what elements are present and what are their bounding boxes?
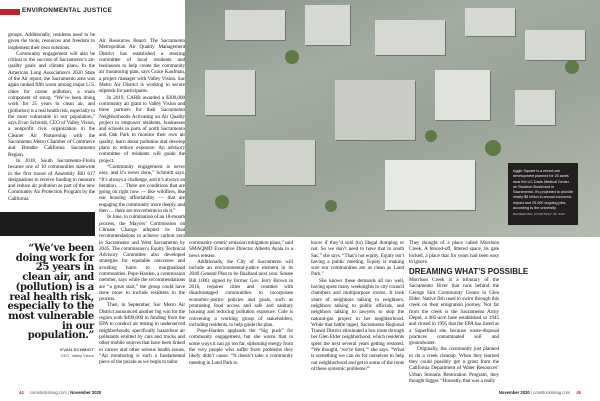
article-column-5: [409, 240, 529, 384]
quote-author: EVAN SCHMIDT: [60, 347, 94, 352]
footer-left: [14, 390, 101, 395]
paragraph: Additionally, the City of Sacramento will include an environmental-justice element in its 2040 General Plan to be finalized next year. Senate Bill 1000, signed by former Gov. Jerry Brown in 2016, requires cities and counties with disadvantaged communities to incorporate economic-justice policies and goals, such as promoting food access and safe and sanitary housing and reducing pollution exposure. Cole is convening a working group of stakeholders, including residents, to help guide the plan.: [189, 258, 293, 328]
paragraph: They thought of a place called Morrison Creek. A fenced-off, littered space, its gate locked, a place that for years had been easy to ignore.: [409, 240, 499, 265]
paragraph: In June, in culmination of an 18-month process, the Mayors’ Commission on Climate Change adopted its final recommendations to achieve carbon zero in Sacramento and West Sacramento by 2045. The commission’s Equity Technical Advisory Committee also developed strategies for equitable outcomes and avoiding harm to marginalized communities. Pope-Harden, a commission member, says while the recommendations are “a great start,” the group could have done more to include residents in the process.: [99, 214, 185, 303]
paragraph: “Community engagement is never easy, and it’s never done,” Schmidt says. “It’s always a challenge, and it’s always an iteration. … There are conditions that are going on right now — like wildfires, like our housing affordability — that are engaging the community more deeply, and then … there are movements to do it.”: [99, 163, 185, 215]
paragraph: community-centric emission mitigation plans,” said SMAQMD Executive Director Alberto Ayala in a news release.: [189, 240, 293, 259]
paragraph: In 2018, South Sacramento-Florin became one of 10 communities statewide in the first round of Assembly Bill 617 designations to receive funding to measure and reduce air pollution as part of the new Community Air Protection Program by the California: [8, 157, 95, 202]
paragraph: groups. Additionally, residents need to be given the tools, resources and freedom to implement their own solutions.: [8, 32, 95, 51]
pull-quote-attribution: [6, 347, 94, 359]
section-color-bar: [0, 9, 20, 15]
photo-credit: RENDERING COURTESY OF ZGF: [513, 212, 566, 217]
paragraph: Morrison Creek is a tributary of the Sacramento River that runs behind the George Sim Community Center in Glen Elder. Native fish used to swim through this creek on their emigration journey. Not far from the creek is the Sacramento Army Depot, a 485-acre base established in 1945 and closed in 1995 that the EPA has listed as a Superfund site because waste-disposal practices contaminated soil and groundwater.: [409, 277, 499, 347]
footer-separator: |: [68, 390, 70, 395]
article-column-1: [8, 32, 95, 202]
paragraph: Pope-Harden applauds the “big push” for community engagement, but she warns that in some ways it can go too far, siphoning energy from the very people who suffer from problems they likely didn’t cause. “It doesn’t take a community meeting in Land Park to: [189, 328, 293, 366]
paragraph: She knows these demands all too well, having spent many weeknights in city council chambers and multipurpose rooms. It took years of neighbors talking to neighbors, neighbors talking to public officials, and neighbors talking to lawyers to stop the natural-gas project in her neighborhood. While that battle raged, Sacramento Regional Transit District eliminated a bus route through her Glen Elder neighborhood, which residents spent the next several years getting restored. “We thought, ‘we’re tired,’” she says. “What is something we can do for ourselves to help our neighborhood and get to some of the roots of these systemic problems?”: [311, 277, 404, 372]
footer-site-left[interactable]: comstocksmag.com: [29, 390, 67, 395]
page-number-right: 45: [576, 390, 581, 395]
quote-author-title: CEO, Valley Vision: [60, 353, 94, 358]
pull-quote: “We’ve been doing work for 25 years in clean air, and (pollution) is a real health risk, especially to the most vulnerable in our population.”: [7, 243, 94, 342]
section-label: ENVIRONMENTAL JUSTICE: [22, 7, 113, 14]
paragraph: Air Resources Board. The Sacramento Metropolitan Air Quality Management District has established a steering committee of local residents and businesses to help create the community air monitoring plan, says Grace Kaufman, a project manager with Valley Vision. Sac Metro Air District is working to secure stipends for participants.: [99, 38, 185, 95]
photo-caption-box: [508, 163, 578, 225]
photo-edge-band: [0, 212, 95, 236]
article-column-4: [311, 240, 404, 372]
footer-issue-right: November 2020: [498, 390, 530, 395]
article-column-2: [99, 38, 185, 365]
paragraph: Then, in September, Sac Metro Air District announced another big win for the region with $499,000 in funding from the EPA to conduct air testing in underserved neighborhoods, specifically hazardous air pollutants emitted by cars and trucks and other mobile sources that have been linked to cancer and other serious health issues. “Air monitoring is such a fundamental piece of the puzzle as we begin to tailor: [99, 302, 185, 366]
article-column-3: [189, 240, 293, 366]
footer-right: [499, 390, 586, 395]
footer-site-right[interactable]: comstocksmag.com: [533, 390, 571, 395]
paragraph: Community engagement will also be critical to the success of Sacramento’s air-quality goals and climate plans. In the American Lung Association’s 2020 State of the Air report, the Sacramento area was again ranked fifth worst among major U.S. cities for ozone pollution, a main component of smog. “We’ve been doing work for 25 years in clean air, and (pollution) is a real health risk, especially to the most vulnerable in our population,” says Evan Schmidt, CEO of Valley Vision, a nonprofit civic organization in the Cleaner Air Partnership with the Sacramento Metro Chamber of Commerce and Breathe California Sacramento Region.: [8, 50, 96, 158]
footer-issue-left: November 2020: [70, 390, 102, 395]
paragraph: In 2019, CARB awarded a $300,000 community air grant to Valley Vision and three partners for their Sacramento Neighborhoods Activating on Air Quality project to empower residents, businesses and schools in parts of north Sacramento and Oak Park to monitor their own air quality, learn about pollution and develop plans to reduce exposure. An advisory committee of residents will guide the project.: [99, 94, 185, 164]
footer-separator: |: [530, 390, 532, 395]
photo-caption: Aggie Square is a mixed-use development planned for 25 acres near the UC Davis Medical Center on Stockton Boulevard in Sacramento. It's projected to provide nearly $5 billion in annual economic impact and 25,000 ongoing jobs, according to the university.: [513, 169, 573, 211]
page-number-left: 44: [19, 390, 24, 395]
paragraph: know if they’d sold (to) illegal dumping or not. So we don’t need to have that in south Sac,” she says. “That’s not equity. Equity isn’t having a public meeting. Equity is making sure our communities are as clean as Land Park.”: [311, 240, 404, 278]
subheading: DREAMING WHAT’S POSSIBLE: [409, 267, 529, 277]
paragraph: Originally, the community just planned to do a creek cleanup. When they learned they could possibly get a grant from the California Department of Water Resources’ Urban Streams Restoration Program, they thought bigger. “Honestly, that was a really: [409, 346, 499, 384]
